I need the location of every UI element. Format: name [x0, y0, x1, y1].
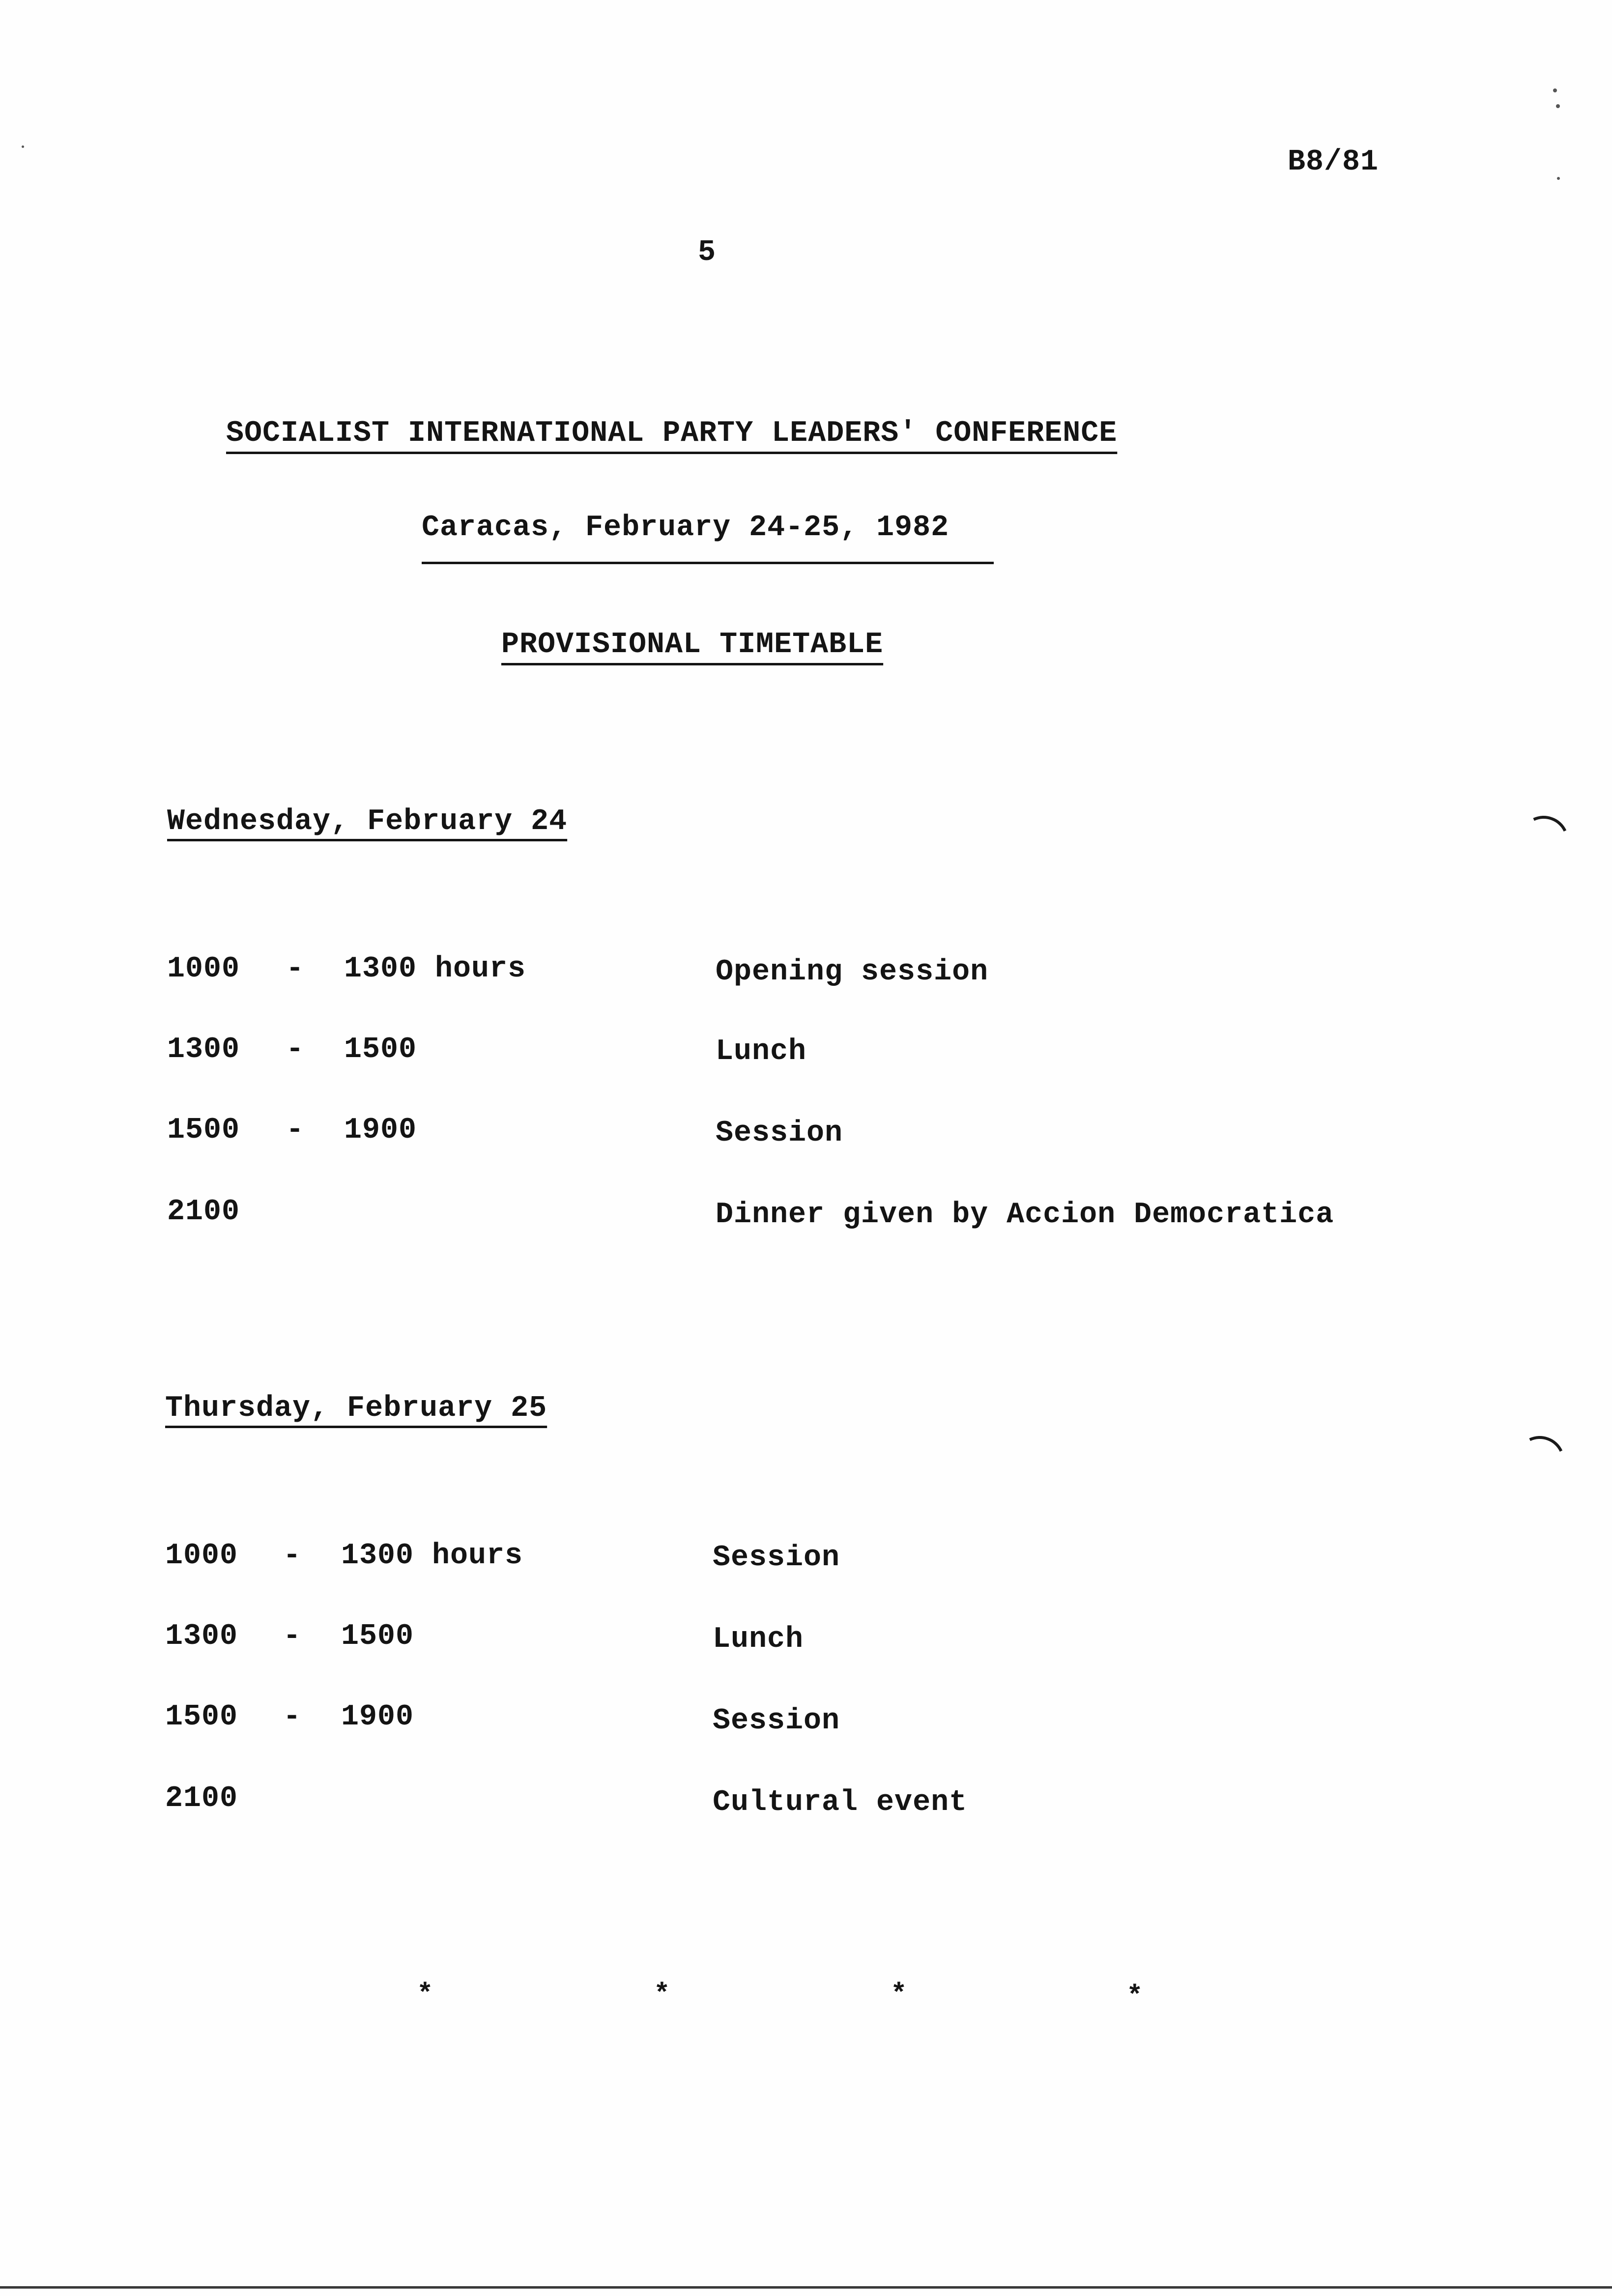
time-separator: -	[286, 1033, 305, 1066]
start-time: 1300	[165, 1620, 238, 1653]
start-time: 2100	[167, 1195, 240, 1229]
time-separator: -	[283, 1539, 302, 1573]
event-name: Lunch	[713, 1623, 804, 1656]
end-time: 1900	[344, 1114, 417, 1147]
time-separator: -	[286, 952, 305, 986]
page-number: 5	[698, 236, 717, 269]
binding-hole-mark	[1512, 809, 1576, 873]
event-name: Dinner given by Accion Democratica	[716, 1198, 1334, 1232]
scan-speck	[1557, 177, 1560, 180]
start-time: 1000	[165, 1539, 238, 1573]
separator-star: *	[891, 1979, 907, 2010]
event-name: Session	[713, 1541, 840, 1575]
start-time: 2100	[165, 1782, 238, 1815]
separator-star: *	[417, 1979, 433, 2010]
separator-star: *	[1126, 1980, 1143, 2012]
day-heading-thursday: Thursday, February 25	[165, 1392, 547, 1425]
time-separator: -	[286, 1114, 305, 1147]
conference-title: SOCIALIST INTERNATIONAL PARTY LEADERS' CONFERENCE	[226, 417, 1118, 450]
event-name: Session	[713, 1704, 840, 1738]
scan-speck	[1553, 88, 1557, 92]
start-time: 1000	[167, 952, 240, 986]
scan-edge-line	[0, 2286, 1612, 2289]
scan-speck	[1556, 104, 1560, 108]
event-name: Opening session	[716, 955, 989, 989]
end-time: 1500	[341, 1620, 414, 1653]
timetable-title: PROVISIONAL TIMETABLE	[501, 628, 884, 661]
document-reference: B8/81	[1288, 145, 1379, 179]
end-time: 1900	[341, 1700, 414, 1734]
end-time: 1300 hours	[341, 1539, 523, 1573]
event-name: Lunch	[716, 1035, 807, 1068]
conference-location-date: Caracas, February 24-25, 1982	[422, 511, 950, 545]
end-time: 1300 hours	[344, 952, 526, 986]
time-separator: -	[283, 1700, 302, 1734]
event-name: Session	[716, 1117, 843, 1150]
time-separator: -	[283, 1620, 302, 1653]
scan-speck	[22, 145, 24, 148]
event-name: Cultural event	[713, 1786, 968, 1819]
binding-hole-mark	[1508, 1429, 1572, 1493]
subtitle-underline	[422, 562, 994, 564]
start-time: 1300	[167, 1033, 240, 1066]
separator-star: *	[654, 1979, 670, 2010]
start-time: 1500	[165, 1700, 238, 1734]
start-time: 1500	[167, 1114, 240, 1147]
day-heading-wednesday: Wednesday, February 24	[167, 805, 568, 838]
end-time: 1500	[344, 1033, 417, 1066]
